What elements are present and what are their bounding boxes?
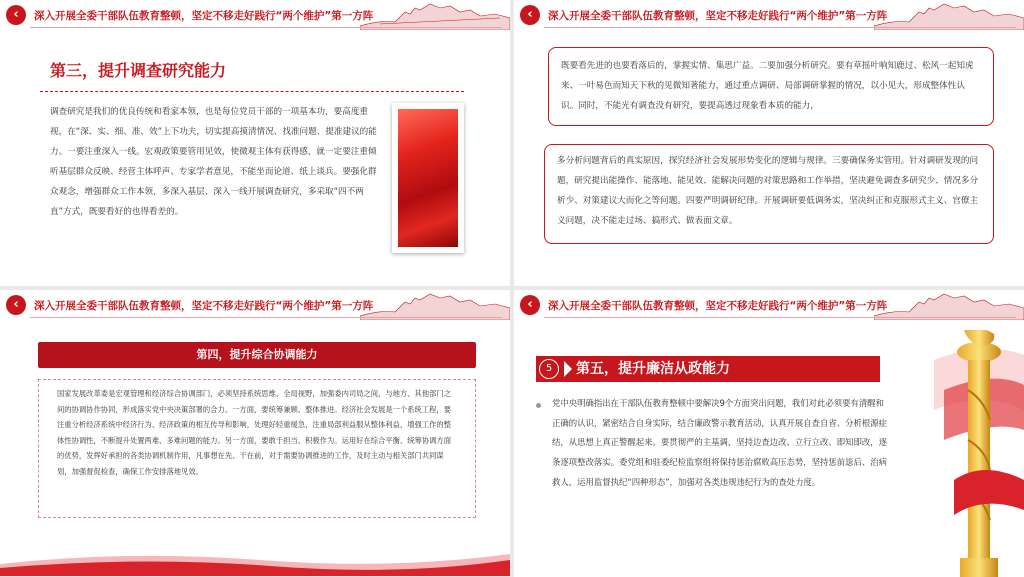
slide-3-continued	[514, 0, 1024, 286]
great-wall-decoration	[360, 0, 510, 30]
section-heading-bar	[536, 356, 880, 382]
header-divider	[544, 27, 1016, 28]
chevron-left-icon[interactable]: ‹	[520, 5, 540, 25]
great-wall-decoration	[360, 290, 510, 320]
heading-divider	[40, 91, 464, 92]
header-title: 深入开展全委干部队伍教育整顿，坚定不移走好践行“两个维护”第一方阵	[34, 300, 374, 312]
section-heading: 第三，提升调查研究能力	[50, 61, 227, 80]
bullet-dot	[536, 403, 541, 408]
slide-header	[514, 0, 1024, 30]
red-ribbon-image	[398, 109, 458, 247]
chevron-left-icon[interactable]: ‹	[6, 295, 26, 315]
text-box-1: 既要看先进的也要看落后的，掌握实情、集思广益。二要加强分析研究。要有草摇叶响知鹿过、松风一起知虎来、一叶易色而知天下秋的见微知著能力，通过重点调研、局部调研掌握的情况，以小见大，形成整体性认识。同时，不能光有调查没有研究，要提高透过现象看本质的能力，	[548, 47, 994, 126]
photo-frame	[392, 103, 464, 253]
chevron-left-icon[interactable]: ‹	[520, 295, 540, 315]
text-box-2: 多分析问题背后的真实原因，探究经济社会发展形势变化的逻辑与规律。三要确保务实管用。针对调研发现的问题，研究提出能操作、能落地、能见效、能解决问题的对策思路和工作举措，坚决避免调查多研究少、情况多分析少、对策建议大而化之等问题。四要严明调研纪律。开展调研要低调务实，坚决纠正和克服形式主义、官僚主义问题，决不能走过场、搞形式、做表面文章。	[544, 144, 994, 244]
section-heading: 第五，提升廉洁从政能力	[576, 361, 730, 377]
slide-5-integrity	[514, 290, 1024, 577]
great-wall-decoration	[874, 0, 1024, 30]
section-paragraph-box: 国家发展改革委是宏观管理和经济综合协调部门，必须坚持系统思维、全局视野，加强委内司局之间，与地方、其他部门之间的协调协作协同，形成落实党中央决策部署的合力。一方面，要统筹兼顾、整体推进。经济社会发展是一个系统工程，要注重分析经济系统中经济行为、经济政策的相互传导和影响，处理好轻重缓急，注重局部利益服从整体利益，增强工作的整体性协调性，不断提升处置两难、多难问题的能力。另一方面，要敢于担当、积极作为。运用好在综合平衡、统筹协调方面的优势，发挥好承担的各类协调机制作用，凡事想在先、干在前，对于需要协调推进的工作，及时主动与相关部门共同谋划，加强督促检查，确保工作安排落地见效。	[38, 379, 476, 518]
header-title: 深入开展全委干部队伍教育整顿，坚定不移走好践行“两个维护”第一方阵	[548, 300, 888, 312]
header-title: 深入开展全委干部队伍教育整顿，坚定不移走好践行“两个维护”第一方阵	[34, 10, 374, 22]
slide-header	[0, 0, 510, 30]
slide-4-coordination	[0, 290, 510, 576]
section-heading-bar: 第四，提升综合协调能力	[38, 342, 476, 368]
header-divider	[30, 27, 502, 28]
header-divider	[30, 317, 502, 318]
triangle-pointer-icon	[564, 361, 572, 377]
header-title: 深入开展全委干部队伍教育整顿，坚定不移走好践行“两个维护”第一方阵	[548, 10, 888, 22]
header-divider	[544, 317, 1016, 318]
slide-header	[514, 290, 1024, 320]
section-number-badge: 5	[539, 359, 559, 379]
huabiao-column-decoration	[924, 330, 1024, 577]
section-paragraph: 党中央明确指出在干部队伍教育整顿中要解决9个方面突出问题，我们对此必须要有清醒和正确的认识，紧密结合自身实际，结合廉政警示教育活动，认真开展自查自省、分析根源症结，从思想上真正警醒起来。要贯彻严的主基调，坚持边查边改、立行立改、即知即改，逐条逐项整改落实。委党组和驻委纪检监察组将保持惩治腐败高压态势，坚持惩前毖后、治病救人，运用监督执纪“四种形态”，加强对各类违规违纪行为的查处力度。	[552, 398, 887, 487]
red-wave-decoration	[0, 536, 510, 576]
slide-header	[0, 290, 510, 320]
chevron-left-icon[interactable]: ‹	[6, 5, 26, 25]
slide-3-investigation	[0, 0, 510, 286]
great-wall-decoration	[874, 290, 1024, 320]
section-paragraph: 调查研究是我们的优良传统和看家本领，也是每位党员干部的一项基本功，要高度重视，在“深、实、细、准、效”上下功夫，切实提高摸清情况、找准问题、提准建议的能力。一要注重深入一线。宏观政策要管用见效，使微观主体有获得感，就一定要注重倾听基层群众反映、经营主体呼声、专家学者意见，不能坐而论道、纸上谈兵。要强化群众观念，增强群众工作本领，多深入基层、深入一线开展调查研究，多采取“四不两直”方式，既要看好的也得看差的。	[50, 107, 377, 217]
